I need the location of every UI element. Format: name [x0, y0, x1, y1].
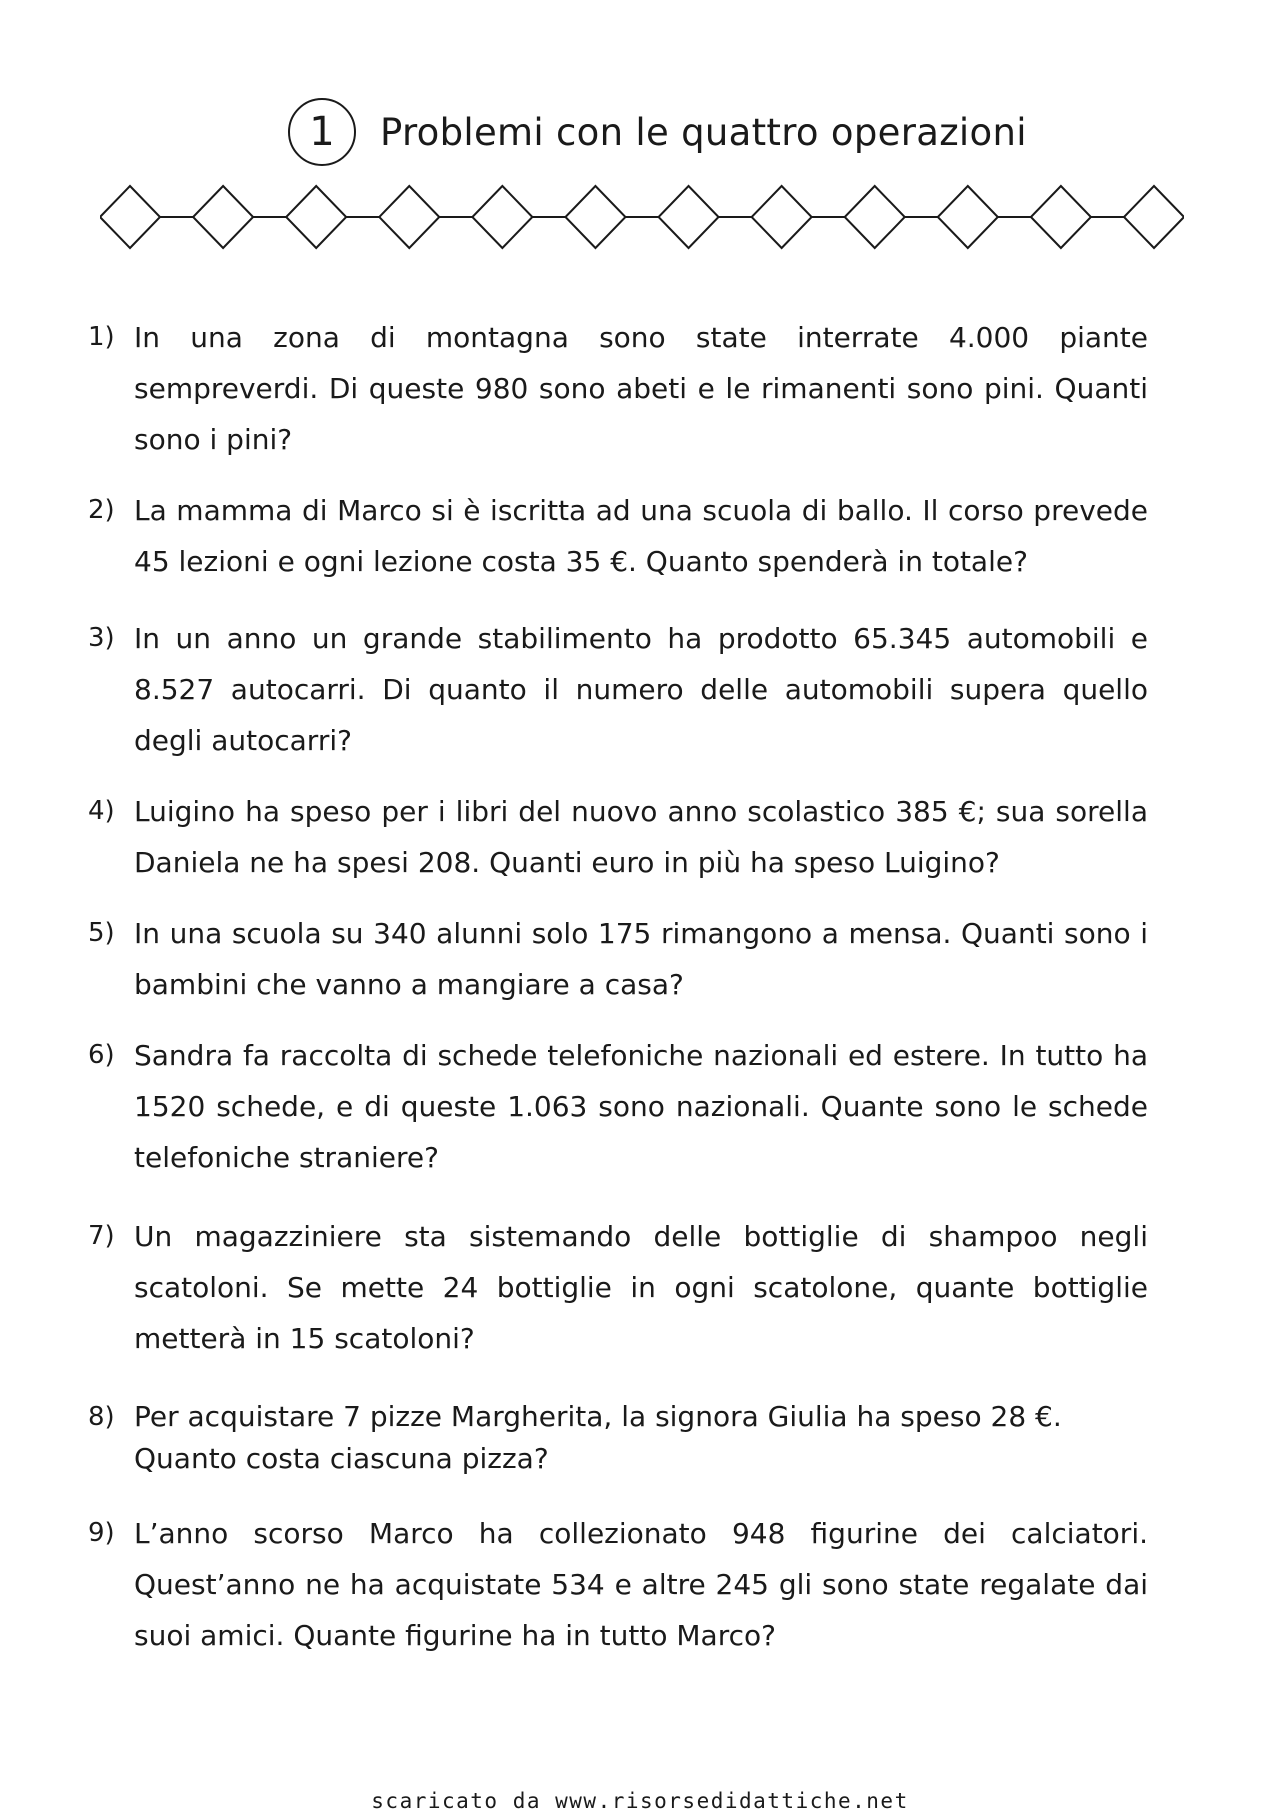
diamond-icon [1124, 186, 1184, 248]
diamond-icon [938, 186, 998, 248]
diamond-icon [659, 186, 719, 248]
worksheet-number: 1 [309, 109, 335, 155]
problem-number: 1) [88, 322, 115, 352]
footer-source: scaricato da www.risorsedidattiche.net [371, 1789, 909, 1813]
problem-number: 9) [88, 1518, 115, 1548]
problem-number: 2) [88, 495, 115, 525]
problem-text: In un anno un grande stabilimento ha prodotto 65.345 automobili e 8.527 autocarri. Di quanto il numero delle automobili supera quello degli autocarri? [134, 622, 1148, 757]
diamond-icon [1031, 186, 1091, 248]
worksheet-number-badge [288, 98, 356, 166]
problem-number: 3) [88, 623, 115, 653]
problem-text-line-1: Per acquistare 7 pizze Margherita, la signora Giulia ha speso 28 €. [134, 1400, 1062, 1433]
worksheet-header [288, 98, 1027, 166]
problem-number: 6) [88, 1040, 115, 1070]
page-title: Problemi con le quattro operazioni [380, 110, 1027, 154]
problem-text: L’anno scorso Marco ha collezionato 948 figurine dei calciatori. Quest’anno ne ha acquistate 534 e altre 245 gli sono state regalate dai suoi amici. Quante figurine ha in tutto Marco? [134, 1517, 1148, 1652]
problem-number: 4) [88, 796, 115, 826]
problem-text: Luigino ha speso per i libri del nuovo anno scolastico 385 €; sua sorella Daniela ne ha spesi 208. Quanti euro in più ha speso Luigino? [134, 795, 1148, 879]
problem-text: Sandra fa raccolta di schede telefoniche nazionali ed estere. In tutto ha 1520 schede, e di queste 1.063 sono nazionali. Quante sono le schede telefoniche straniere? [134, 1039, 1148, 1174]
diamond-icon [286, 186, 346, 248]
diamond-chain-icon [100, 183, 1184, 251]
problem-text [134, 1392, 1148, 1480]
diamond-icon [379, 186, 439, 248]
diamond-icon [100, 186, 160, 248]
problem-text-line-2: Quanto costa ciascuna pizza? [134, 1442, 549, 1475]
problem-number: 5) [88, 918, 115, 948]
problem-text: In una scuola su 340 alunni solo 175 rimangono a mensa. Quanti sono i bambini che vanno a mangiare a casa? [134, 917, 1148, 1001]
diamond-icon [565, 186, 625, 248]
diamond-icon [193, 186, 253, 248]
problem-text: La mamma di Marco si è iscritta ad una scuola di ballo. Il corso prevede 45 lezioni e ogni lezione costa 35 €. Quanto spenderà in totale? [134, 494, 1148, 578]
problem-item-1 [88, 312, 1148, 465]
problem-item-8 [88, 1392, 1148, 1480]
problem-text: Un magazziniere sta sistemando delle bottiglie di shampoo negli scatoloni. Se mette 24 bottiglie in ogni scatolone, quante bottiglie metterà in 15 scatoloni? [134, 1220, 1148, 1355]
problem-item-9 [88, 1508, 1148, 1661]
diamond-icon [472, 186, 532, 248]
problem-text: In una zona di montagna sono state interrate 4.000 piante sempreverdi. Di queste 980 sono abeti e le rimanenti sono pini. Quanti sono i pini? [134, 321, 1148, 456]
problem-item-3 [88, 613, 1148, 766]
problem-item-7 [88, 1211, 1148, 1364]
problem-item-2 [88, 485, 1148, 587]
problem-number: 8) [88, 1402, 115, 1432]
problem-item-6 [88, 1030, 1148, 1183]
problem-number: 7) [88, 1221, 115, 1251]
diamond-icon [752, 186, 812, 248]
problem-item-4 [88, 786, 1148, 888]
diamond-icon [845, 186, 905, 248]
problem-item-5 [88, 908, 1148, 1010]
problem-list [88, 312, 1148, 1661]
